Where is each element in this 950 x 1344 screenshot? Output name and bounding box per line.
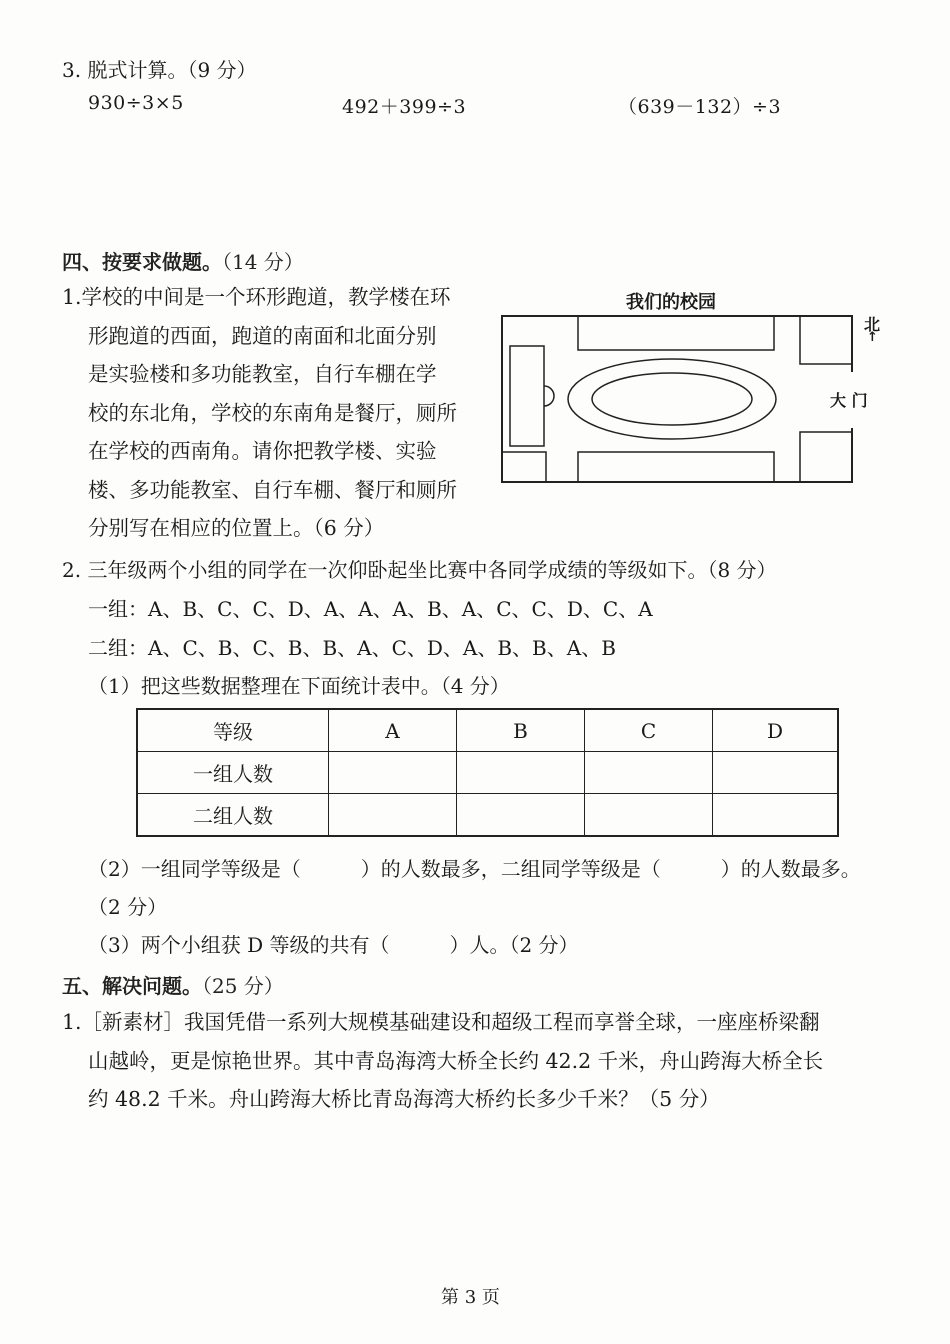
southeast-corner-box bbox=[800, 432, 852, 482]
s4-q2-sub3: （3）两个小组获 D 等级的共有（ ）人。（2 分） bbox=[88, 933, 579, 957]
table-header-cell: 等级 bbox=[137, 709, 329, 752]
s4-q1-line: 1.学校的中间是一个环形跑道，教学楼在环 bbox=[62, 285, 451, 309]
section4-heading bbox=[62, 246, 304, 275]
q3-expression-2: 492＋399÷3 bbox=[342, 96, 467, 118]
north-building-box bbox=[578, 316, 774, 350]
running-track-inner bbox=[592, 373, 752, 425]
answer-cell[interactable] bbox=[585, 752, 713, 794]
answer-cell[interactable] bbox=[713, 794, 839, 837]
table-header-cell: D bbox=[713, 709, 839, 752]
table-row bbox=[137, 752, 838, 794]
section4-points: （14 分） bbox=[222, 250, 304, 274]
answer-cell[interactable] bbox=[457, 794, 585, 837]
s4-q1-text bbox=[62, 278, 457, 548]
group2-data: 二组：A、C、B、C、B、B、A、C、D、A、B、B、A、B bbox=[88, 636, 616, 660]
south-building-box bbox=[578, 452, 774, 482]
s5-q1-line: 山越岭，更是惊艳世界。其中青岛海湾大桥全长约 42.2 千米，舟山跨海大桥全长 bbox=[88, 1048, 824, 1073]
s4-q1-line: 楼、多功能教室、自行车棚、餐厅和厕所 bbox=[88, 477, 457, 502]
west-building-box bbox=[510, 346, 544, 446]
q3-title: 3. 脱式计算。（9 分） bbox=[62, 58, 257, 82]
s4-q2-sub1: （1）把这些数据整理在下面统计表中。（4 分） bbox=[88, 674, 510, 698]
table-header-row bbox=[137, 709, 838, 752]
gate-label: 大 门 bbox=[830, 391, 868, 410]
table-header-cell: B bbox=[457, 709, 585, 752]
s5-q1-line: 1.［新素材］我国凭借一系列大规模基础建设和超级工程而享誉全球，一座座桥梁翻 bbox=[62, 1010, 820, 1034]
section5-title: 五、解决问题。 bbox=[62, 974, 202, 998]
stat-table bbox=[136, 708, 839, 837]
s5-q1-line: 约 48.2 千米。舟山跨海大桥比青岛海湾大桥约长多少千米？（5 分） bbox=[88, 1087, 720, 1111]
q3-expression-1: 930÷3×5 bbox=[88, 92, 184, 114]
answer-cell[interactable] bbox=[457, 752, 585, 794]
group1-data: 一组：A、B、C、C、D、A、A、A、B、A、C、C、D、C、A bbox=[88, 597, 653, 621]
s5-q1-text bbox=[62, 1003, 823, 1119]
northeast-corner-box bbox=[800, 316, 852, 364]
s4-q2-title: 2. 三年级两个小组的同学在一次仰卧起坐比赛中各同学成绩的等级如下。（8 分） bbox=[62, 558, 777, 582]
answer-cell[interactable] bbox=[329, 794, 457, 837]
table-header-cell: A bbox=[329, 709, 457, 752]
answer-cell[interactable] bbox=[585, 794, 713, 837]
s4-q1-line: 校的东北角，学校的东南角是餐厅，厕所 bbox=[88, 400, 457, 425]
s4-q1-line: 形跑道的西面，跑道的南面和北面分别 bbox=[88, 323, 437, 348]
s4-q1-line: 分别写在相应的位置上。（6 分） bbox=[88, 516, 385, 540]
section5-points: （25 分） bbox=[202, 974, 284, 998]
row-label: 一组人数 bbox=[137, 752, 329, 794]
campus-map bbox=[498, 312, 858, 488]
page-number: 第 3 页 bbox=[441, 1287, 500, 1308]
s4-q2-sub2-points: （2 分） bbox=[88, 895, 168, 919]
map-title: 我们的校园 bbox=[626, 292, 716, 313]
row-label: 二组人数 bbox=[137, 794, 329, 837]
s4-q2-sub2: （2）一组同学等级是（ ）的人数最多，二组同学等级是（ ）的人数最多。 bbox=[88, 857, 861, 881]
table-header-cell: C bbox=[585, 709, 713, 752]
s4-q1-line: 是实验楼和多功能教室，自行车棚在学 bbox=[88, 362, 437, 386]
table-row bbox=[137, 794, 838, 837]
q3-expression-3: （639－132）÷3 bbox=[618, 96, 782, 118]
section4-title: 四、按要求做题。 bbox=[62, 250, 222, 274]
answer-cell[interactable] bbox=[329, 752, 457, 794]
west-door-mark bbox=[544, 386, 554, 406]
north-label: 北 bbox=[864, 315, 881, 334]
answer-cell[interactable] bbox=[713, 752, 839, 794]
s4-q1-line: 在学校的西南角。请你把教学楼、实验 bbox=[88, 439, 437, 463]
southwest-corner-box bbox=[502, 452, 546, 482]
north-arrow-icon: ↑ bbox=[867, 330, 878, 345]
running-track-outer bbox=[568, 359, 776, 439]
section5-heading bbox=[62, 970, 284, 999]
